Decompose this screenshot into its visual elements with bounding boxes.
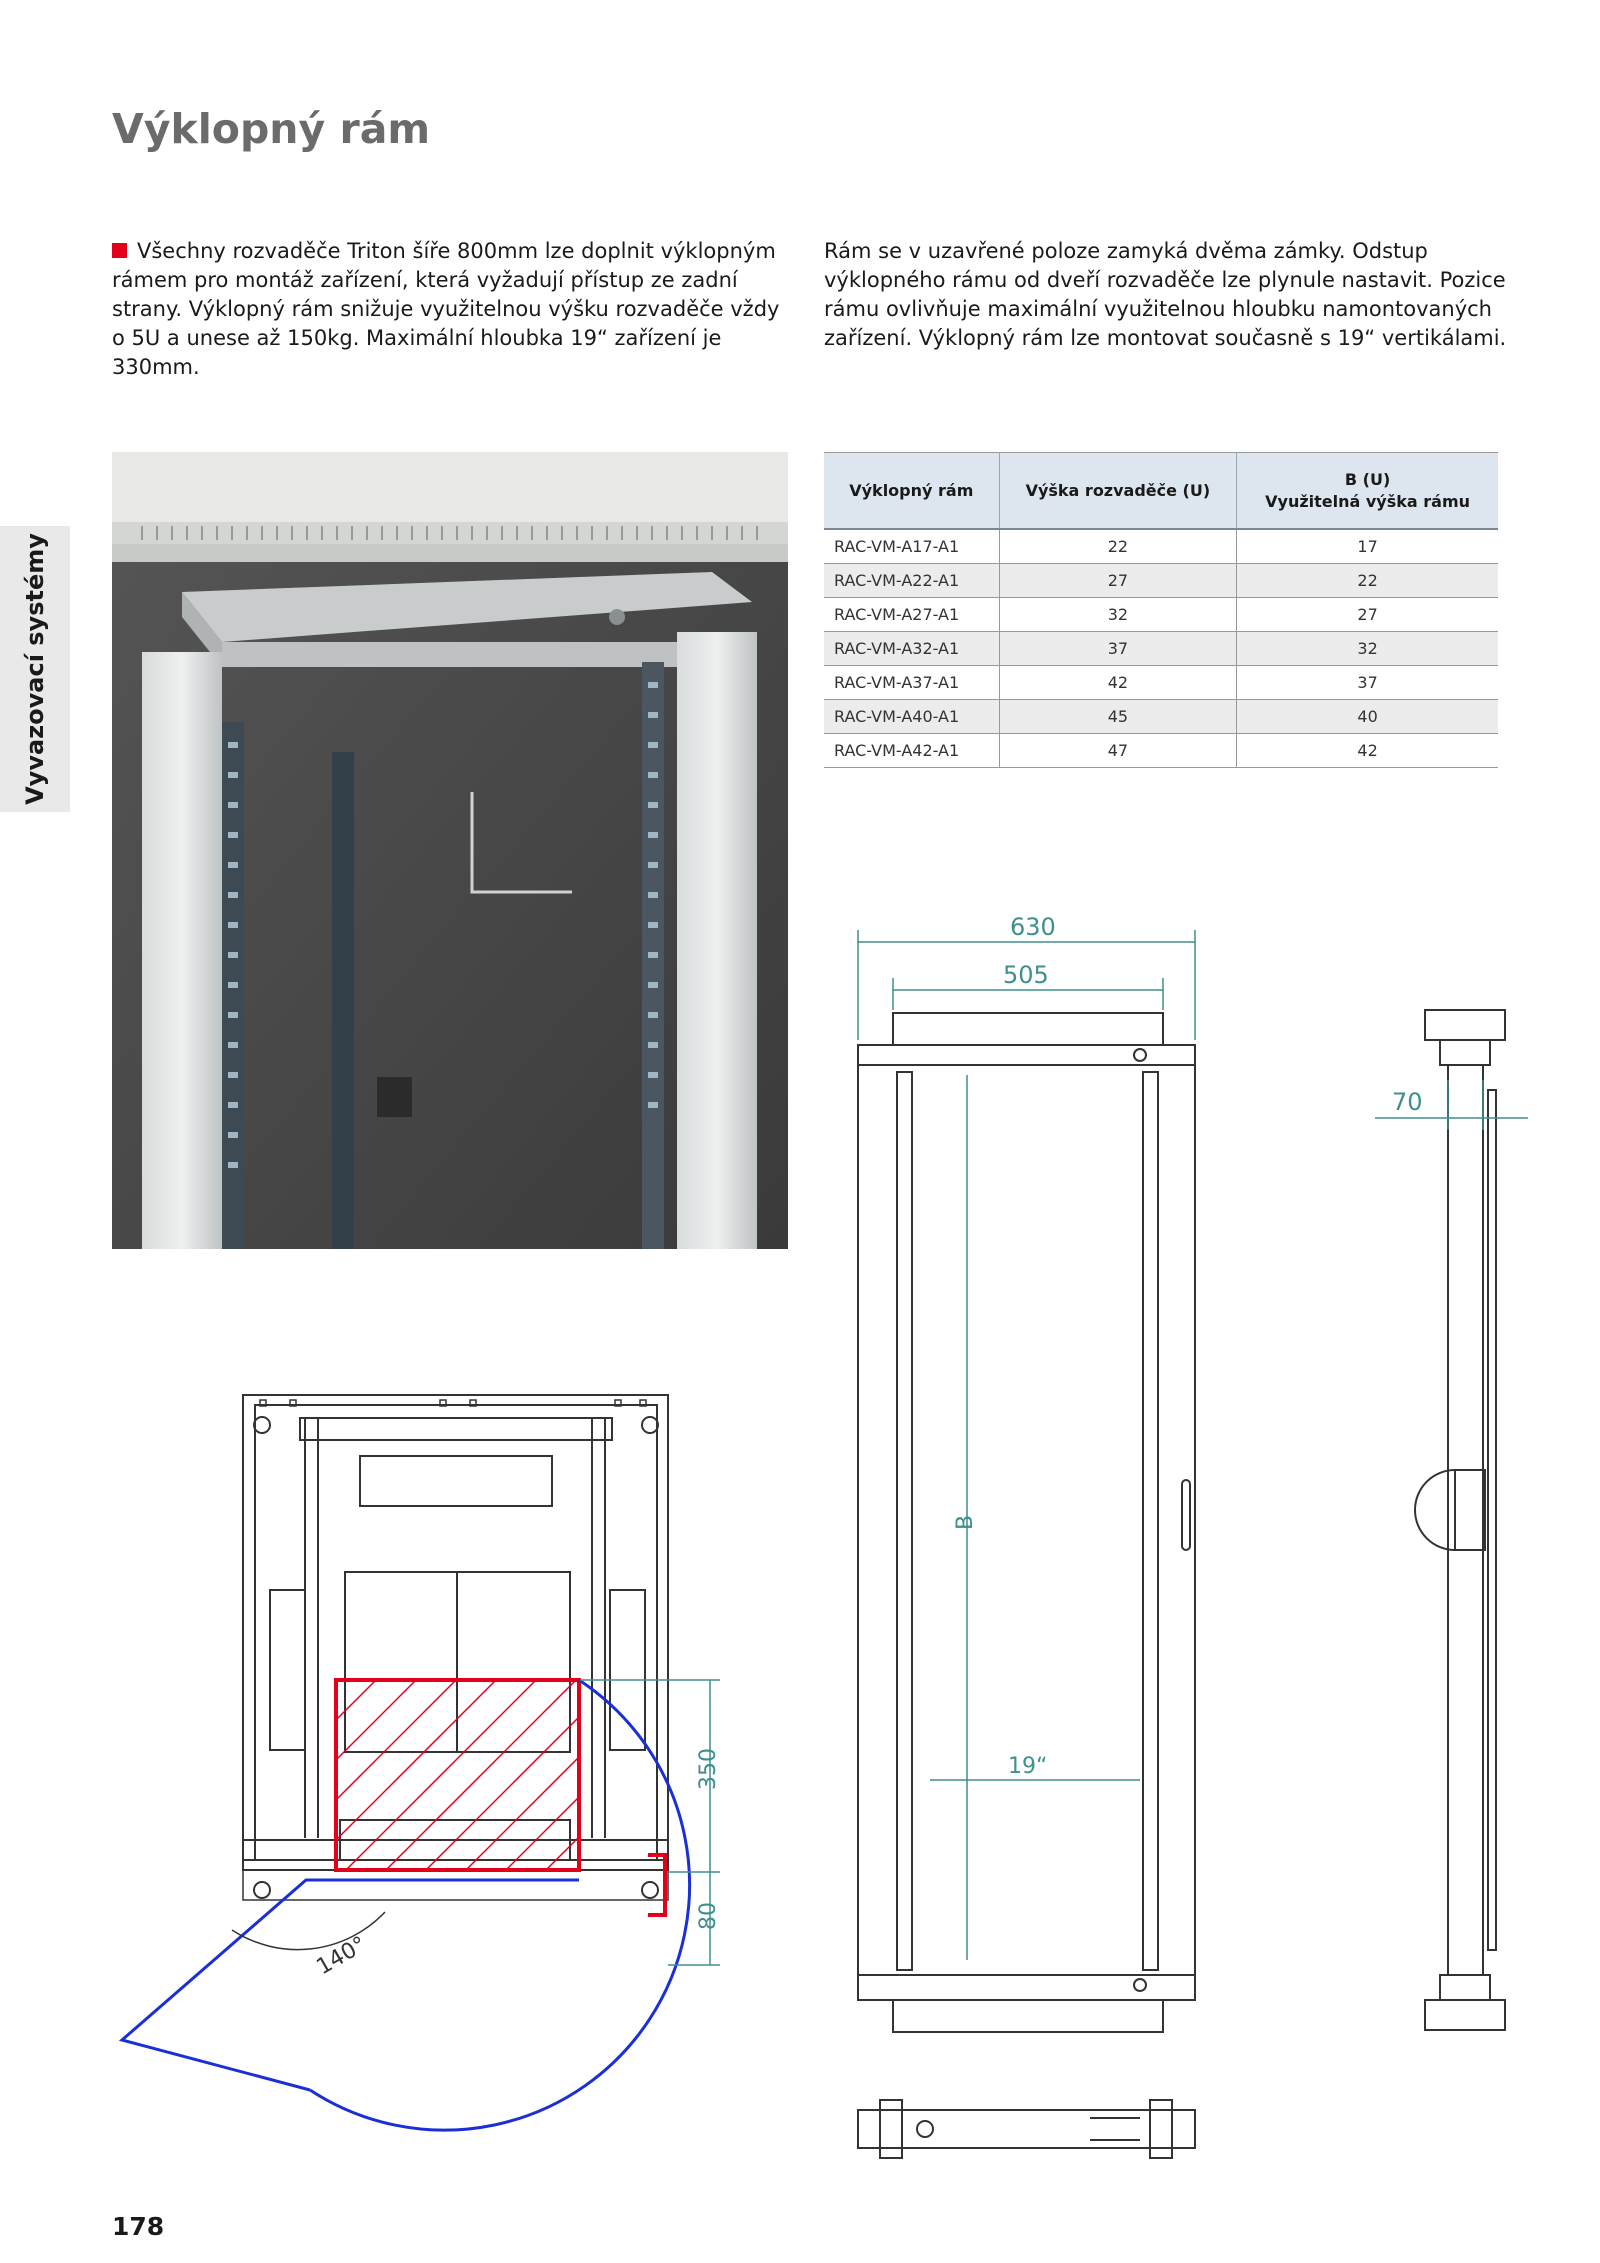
- rack-width-label: 19“: [1008, 1754, 1048, 1779]
- cell-height: 22: [999, 529, 1237, 564]
- cell-model: RAC-VM-A40-A1: [824, 700, 999, 734]
- cell-usable: 42: [1237, 734, 1498, 768]
- top-view-drawing: [110, 1370, 750, 2160]
- cell-model: RAC-VM-A22-A1: [824, 564, 999, 598]
- depth-350-label: 350: [696, 1748, 721, 1790]
- width-505-label: 505: [1003, 961, 1049, 989]
- bullet-square-icon: [112, 243, 127, 258]
- cell-model: RAC-VM-A17-A1: [824, 529, 999, 564]
- table-row: [824, 564, 1498, 598]
- cell-usable: 32: [1237, 632, 1498, 666]
- page-title: Výklopný rám: [112, 105, 431, 153]
- cell-height: 32: [999, 598, 1237, 632]
- front-view-drawing: [850, 905, 1220, 2095]
- side-depth-70-label: 70: [1392, 1088, 1423, 1116]
- page-number: 178: [112, 2212, 165, 2241]
- cell-usable: 37: [1237, 666, 1498, 700]
- cell-usable: 27: [1237, 598, 1498, 632]
- table-row: [824, 734, 1498, 768]
- width-630-label: 630: [1010, 913, 1056, 941]
- product-photo: [112, 452, 788, 1249]
- cell-height: 27: [999, 564, 1237, 598]
- table-row: [824, 598, 1498, 632]
- cell-model: RAC-VM-A32-A1: [824, 632, 999, 666]
- cell-usable: 22: [1237, 564, 1498, 598]
- cell-usable: 17: [1237, 529, 1498, 564]
- table-row: [824, 632, 1498, 666]
- side-view-drawing: [1370, 1000, 1540, 2040]
- specs-table: [824, 452, 1498, 768]
- table-row: [824, 529, 1498, 564]
- cell-height: 47: [999, 734, 1237, 768]
- cell-height: 45: [999, 700, 1237, 734]
- col-header-usable-line2: Využitelná výška rámu: [1265, 491, 1471, 511]
- col-header-usable-line1: B (U): [1344, 469, 1391, 489]
- cell-model: RAC-VM-A27-A1: [824, 598, 999, 632]
- cell-height: 42: [999, 666, 1237, 700]
- bottom-view-drawing: [850, 2095, 1210, 2165]
- cell-usable: 40: [1237, 700, 1498, 734]
- col-header-height: Výška rozvaděče (U): [999, 453, 1237, 530]
- offset-80-label: 80: [696, 1902, 721, 1930]
- table-header-row: [824, 453, 1498, 530]
- intro-right: Rám se v uzavřené poloze zamyká dvěma zámky. Odstup výklopného rámu od dveří rozvaděče lze plynule nastavit. Pozice rámu ovlivňuje maximální využitelnou hloubku namontovaných zařízení. Výklopný rám lze montovat současně s 19“ vertikálami.: [824, 239, 1507, 350]
- col-header-usable: [1237, 453, 1498, 530]
- col-header-model: Výklopný rám: [824, 453, 999, 530]
- side-tab-label: Vyvazovací systémy: [21, 533, 49, 805]
- intro-left-text: Všechny rozvaděče Triton šíře 800mm lze doplnit výklopným rámem pro montáž zařízení, která vyžadují přístup ze zadní strany. Výklopný rám snižuje využitelnou výšku rozvaděče vždy o 5U a unese až 150kg. Maximální hloubka 19“ zařízení je 330mm.: [112, 239, 780, 379]
- cell-model: RAC-VM-A42-A1: [824, 734, 999, 768]
- table-row: [824, 666, 1498, 700]
- angle-label: 140°: [312, 1932, 371, 1981]
- cell-model: RAC-VM-A37-A1: [824, 666, 999, 700]
- intro-left: [112, 237, 792, 382]
- cell-height: 37: [999, 632, 1237, 666]
- table-row: [824, 700, 1498, 734]
- height-b-label: B: [953, 1514, 978, 1530]
